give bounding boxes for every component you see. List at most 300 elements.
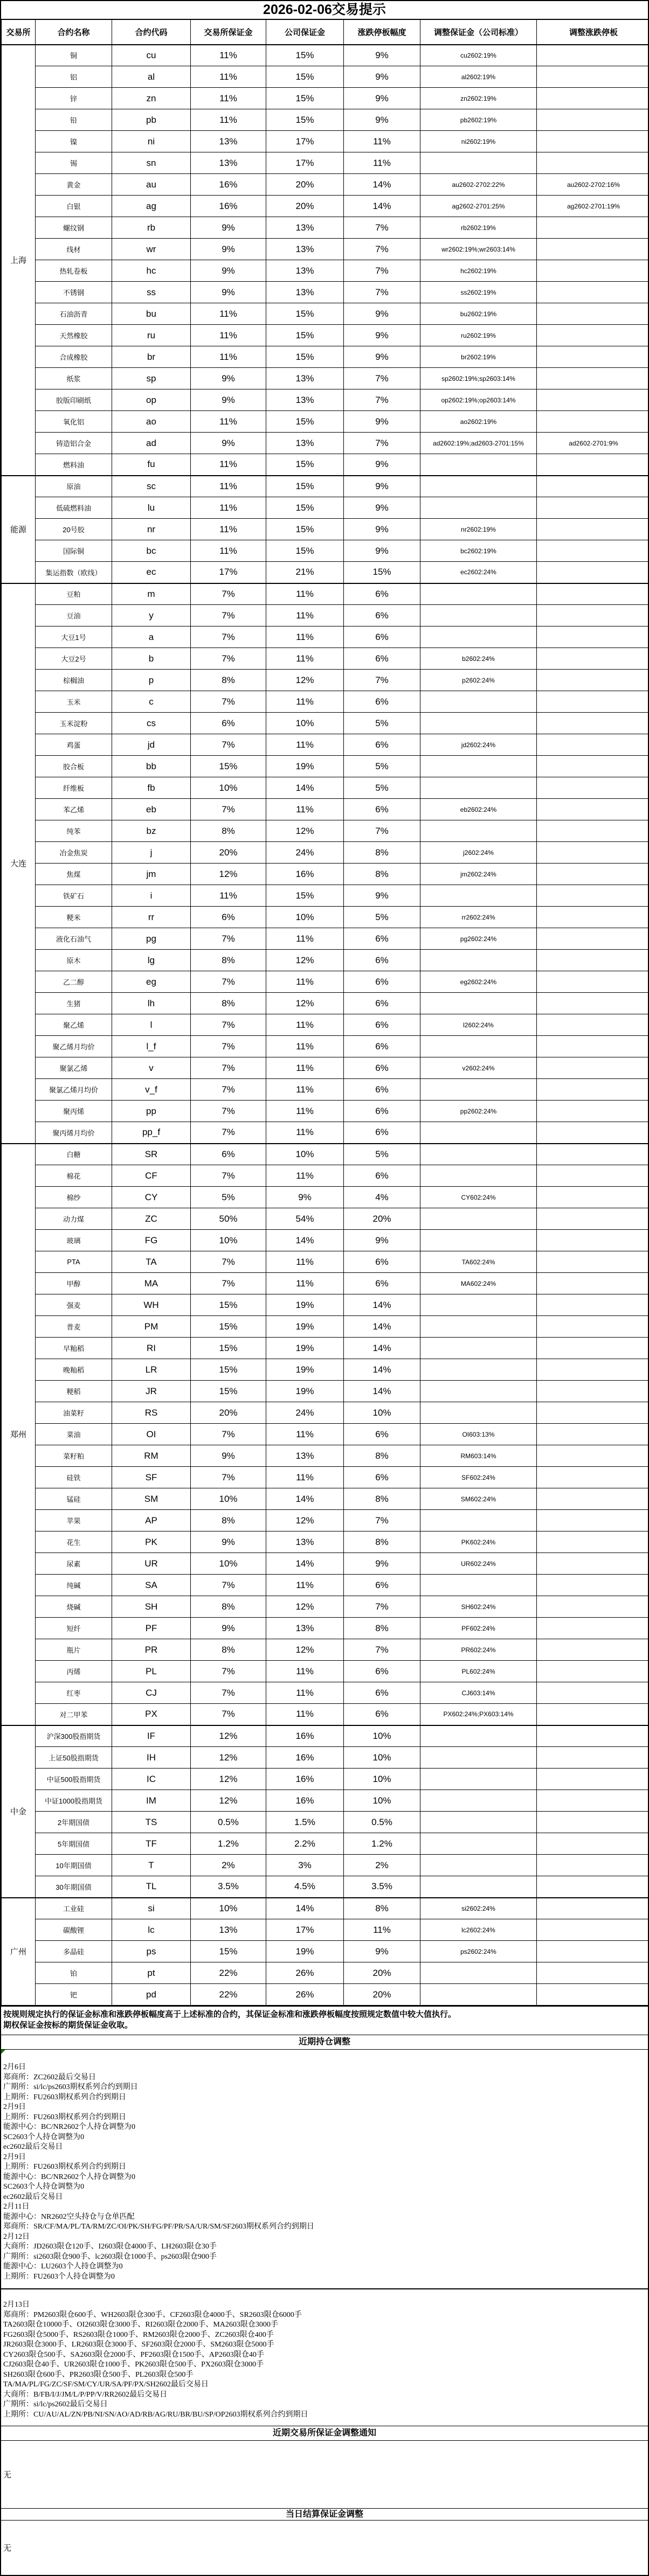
contract-row [2, 1251, 649, 1273]
contract-row [2, 1919, 649, 1941]
exchange-margin-cell: 8% [191, 950, 266, 971]
adjusted-margin-cell: PF602:24% [420, 1618, 537, 1639]
exchange-margin-cell: 11% [191, 497, 266, 519]
exchange-margin-cell: 8% [191, 820, 266, 842]
contract-name-cell: 苯乙烯 [36, 799, 112, 820]
company-margin-cell: 15% [266, 454, 344, 476]
contract-code-cell: bu [112, 303, 191, 325]
contract-name-cell: 短纤 [36, 1618, 112, 1639]
contract-code-cell: PK [112, 1531, 191, 1553]
exchange-margin-cell: 11% [191, 540, 266, 562]
contract-row [2, 777, 649, 799]
adjusted-margin-cell: ss2602:19% [420, 282, 537, 303]
price-limit-cell: 6% [344, 1251, 420, 1273]
company-margin-cell: 15% [266, 66, 344, 88]
price-limit-cell: 7% [344, 217, 420, 239]
contract-row [2, 45, 649, 66]
contract-code-cell: ZC [112, 1208, 191, 1230]
adjusted-margin-cell [420, 1984, 537, 2006]
price-limit-cell: 8% [344, 1898, 420, 1919]
contract-name-cell: 鸡蛋 [36, 734, 112, 756]
company-margin-cell: 19% [266, 1316, 344, 1338]
contract-name-cell: 乙二醇 [36, 971, 112, 993]
margin-rules-note-line-2: 期权保证金按标的期货保证金收取。 [3, 2020, 646, 2031]
price-limit-cell: 4% [344, 1187, 420, 1208]
adjusted-margin-cell [420, 1079, 537, 1101]
company-margin-cell: 24% [266, 842, 344, 864]
notice-line: TA/MA/PL/FG/ZC/SF/SM/CY/UR/SA/PF/PX/SH2602最后交易日 [3, 2380, 646, 2390]
contract-code-cell: bc [112, 540, 191, 562]
adjusted-price-limit-cell [537, 1812, 649, 1833]
adjusted-price-limit-cell [537, 1639, 649, 1661]
company-margin-cell: 11% [266, 583, 344, 605]
price-limit-cell: 5% [344, 1144, 420, 1165]
contract-name-cell: 合成橡胶 [36, 346, 112, 368]
company-margin-cell: 14% [266, 1553, 344, 1575]
contract-row [2, 260, 649, 282]
adjusted-margin-cell [420, 1769, 537, 1790]
adjusted-margin-cell [420, 950, 537, 971]
col-header-exchange-margin: 交易所保证金 [191, 20, 266, 45]
contract-code-cell: fu [112, 454, 191, 476]
exchange-margin-cell: 11% [191, 346, 266, 368]
contract-code-cell: T [112, 1855, 191, 1876]
contract-row [2, 799, 649, 820]
contract-code-cell: OI [112, 1424, 191, 1445]
price-limit-cell: 6% [344, 971, 420, 993]
contract-row [2, 1553, 649, 1575]
margin-rules-note [1, 2006, 648, 2035]
adjusted-margin-cell [420, 885, 537, 907]
exchange-margin-cell: 7% [191, 1014, 266, 1036]
price-limit-cell: 9% [344, 1230, 420, 1251]
price-limit-cell: 7% [344, 1510, 420, 1531]
price-limit-cell: 6% [344, 993, 420, 1014]
contract-name-cell: 沪深300股指期货 [36, 1725, 112, 1747]
adjusted-margin-cell [420, 1036, 537, 1057]
price-limit-cell: 7% [344, 433, 420, 454]
contract-code-cell: PF [112, 1618, 191, 1639]
company-margin-cell: 13% [266, 239, 344, 260]
contract-row [2, 1812, 649, 1833]
price-limit-cell: 9% [344, 303, 420, 325]
exchange-margin-cell: 20% [191, 842, 266, 864]
contract-row [2, 1661, 649, 1682]
company-margin-cell: 19% [266, 1338, 344, 1359]
price-limit-cell: 6% [344, 1467, 420, 1488]
settlement-margin-adjustment-content [1, 2521, 648, 2575]
exchange-margin-cell: 12% [191, 1769, 266, 1790]
contract-row [2, 540, 649, 562]
exchange-margin-cell: 11% [191, 66, 266, 88]
price-limit-cell: 10% [344, 1725, 420, 1747]
contract-code-cell: pd [112, 1984, 191, 2006]
contract-name-cell: 生猪 [36, 993, 112, 1014]
price-limit-cell: 14% [344, 1381, 420, 1402]
exchange-margin-cell: 3.5% [191, 1876, 266, 1898]
adjusted-margin-cell [420, 1359, 537, 1381]
adjusted-price-limit-cell [537, 1790, 649, 1812]
notice-line: 能源中心：LU2603个人持仓调整为0 [3, 2262, 646, 2272]
contract-name-cell: 早籼稻 [36, 1338, 112, 1359]
contract-name-cell: 红枣 [36, 1682, 112, 1704]
company-margin-cell: 11% [266, 1682, 344, 1704]
exchange-margin-cell: 7% [191, 1101, 266, 1122]
contract-row [2, 842, 649, 864]
price-limit-cell: 6% [344, 626, 420, 648]
adjusted-margin-cell [420, 1316, 537, 1338]
contract-code-cell: nr [112, 519, 191, 540]
exchange-margin-cell: 11% [191, 45, 266, 66]
adjusted-price-limit-cell [537, 562, 649, 583]
contract-row [2, 152, 649, 174]
exchange-margin-cell: 15% [191, 1381, 266, 1402]
contract-row [2, 1467, 649, 1488]
adjusted-margin-cell [420, 1402, 537, 1424]
contract-code-cell: a [112, 626, 191, 648]
exchange-margin-cell: 9% [191, 239, 266, 260]
adjusted-price-limit-cell [537, 1855, 649, 1876]
exchange-margin-cell: 17% [191, 562, 266, 583]
contract-row [2, 217, 649, 239]
adjusted-price-limit-cell [537, 411, 649, 433]
contract-row [2, 66, 649, 88]
adjusted-margin-cell: ad2602:19%;ad2603-2701:15% [420, 433, 537, 454]
price-limit-cell: 10% [344, 1790, 420, 1812]
contract-name-cell: 胶合板 [36, 756, 112, 777]
price-limit-cell: 20% [344, 1984, 420, 2006]
price-limit-cell: 7% [344, 1639, 420, 1661]
adjusted-price-limit-cell [537, 1876, 649, 1898]
contract-code-cell: PR [112, 1639, 191, 1661]
company-margin-cell: 13% [266, 282, 344, 303]
company-margin-cell: 15% [266, 540, 344, 562]
adjusted-margin-cell: OI603:13% [420, 1424, 537, 1445]
contract-row [2, 1144, 649, 1165]
contract-row [2, 1790, 649, 1812]
company-margin-cell: 1.5% [266, 1812, 344, 1833]
contract-row [2, 411, 649, 433]
col-header-price-limit: 涨跌停板幅度 [344, 20, 420, 45]
adjusted-price-limit-cell: ad2602-2701:9% [537, 433, 649, 454]
adjusted-price-limit-cell [537, 519, 649, 540]
adjusted-margin-cell [420, 1876, 537, 1898]
price-limit-cell: 11% [344, 1919, 420, 1941]
adjusted-margin-cell: nr2602:19% [420, 519, 537, 540]
adjusted-price-limit-cell [537, 864, 649, 885]
contract-name-cell: 工业硅 [36, 1898, 112, 1919]
adjusted-price-limit-cell [537, 1833, 649, 1855]
adjusted-margin-cell [420, 820, 537, 842]
adjusted-price-limit-cell [537, 1510, 649, 1531]
exchange-margin-cell: 6% [191, 907, 266, 928]
company-margin-cell: 16% [266, 1725, 344, 1747]
contract-name-cell: 多晶硅 [36, 1941, 112, 1962]
company-margin-cell: 4.5% [266, 1876, 344, 1898]
company-margin-cell: 16% [266, 1790, 344, 1812]
company-margin-cell: 10% [266, 907, 344, 928]
contract-name-cell: 动力煤 [36, 1208, 112, 1230]
price-limit-cell: 7% [344, 820, 420, 842]
exchange-margin-cell: 2% [191, 1855, 266, 1876]
exchange-margin-cell: 7% [191, 626, 266, 648]
adjusted-price-limit-cell [537, 820, 649, 842]
adjusted-price-limit-cell [537, 1531, 649, 1553]
price-limit-cell: 2% [344, 1855, 420, 1876]
company-margin-cell: 15% [266, 325, 344, 346]
exchange-margin-cell: 15% [191, 1316, 266, 1338]
adjusted-price-limit-cell [537, 1618, 649, 1639]
exchange-margin-cell: 5% [191, 1187, 266, 1208]
company-margin-cell: 15% [266, 885, 344, 907]
contract-row [2, 1187, 649, 1208]
exchange-margin-cell: 12% [191, 1790, 266, 1812]
exchange-margin-cell: 16% [191, 174, 266, 196]
adjusted-price-limit-cell [537, 1208, 649, 1230]
company-margin-cell: 14% [266, 1898, 344, 1919]
price-limit-cell: 6% [344, 799, 420, 820]
contract-code-cell: si [112, 1898, 191, 1919]
company-margin-cell: 11% [266, 971, 344, 993]
price-limit-cell: 8% [344, 842, 420, 864]
adjusted-margin-cell: rr2602:24% [420, 907, 537, 928]
exchange-margin-cell: 9% [191, 368, 266, 389]
contract-row [2, 1101, 649, 1122]
contract-code-cell: v_f [112, 1079, 191, 1101]
adjusted-margin-cell: ag2602-2701:25% [420, 196, 537, 217]
notice-line: ec2602最后交易日 [3, 2142, 646, 2153]
contract-name-cell: 玉米淀粉 [36, 713, 112, 734]
company-margin-cell: 10% [266, 713, 344, 734]
adjusted-margin-cell [420, 605, 537, 626]
contract-code-cell: i [112, 885, 191, 907]
adjusted-price-limit-cell [537, 885, 649, 907]
company-margin-cell: 13% [266, 389, 344, 411]
adjusted-margin-cell [420, 756, 537, 777]
contract-code-cell: SA [112, 1575, 191, 1596]
contract-name-cell: 油菜籽 [36, 1402, 112, 1424]
notice-line: 大商所：B/FB/I/J/JM/L/P/PP/V/RR2602最后交易日 [3, 2390, 646, 2400]
contract-code-cell: v [112, 1057, 191, 1079]
contract-code-cell: pg [112, 928, 191, 950]
contract-code-cell: lg [112, 950, 191, 971]
contract-row [2, 109, 649, 131]
price-limit-cell: 11% [344, 131, 420, 152]
contract-name-cell: 液化石油气 [36, 928, 112, 950]
notice-line: SH2603限仓600手、PR2603限仓500手、PL2603限仓500手 [3, 2370, 646, 2380]
adjusted-margin-cell: p2602:24% [420, 670, 537, 691]
company-margin-cell: 26% [266, 1962, 344, 1984]
contract-row [2, 389, 649, 411]
adjusted-price-limit-cell [537, 1144, 649, 1165]
contract-code-cell: WH [112, 1294, 191, 1316]
price-limit-cell: 8% [344, 1531, 420, 1553]
contract-code-cell: j [112, 842, 191, 864]
contract-row [2, 1424, 649, 1445]
contract-name-cell: 热轧卷板 [36, 260, 112, 282]
contract-row [2, 454, 649, 476]
adjusted-price-limit-cell [537, 1424, 649, 1445]
adjusted-price-limit-cell [537, 540, 649, 562]
adjusted-margin-cell: au2602-2702:22% [420, 174, 537, 196]
adjusted-margin-cell: hc2602:19% [420, 260, 537, 282]
adjusted-margin-cell: pg2602:24% [420, 928, 537, 950]
adjusted-price-limit-cell [537, 1984, 649, 2006]
company-margin-cell: 11% [266, 1704, 344, 1725]
adjusted-margin-cell: MA602:24% [420, 1273, 537, 1294]
contract-row [2, 239, 649, 260]
contract-name-cell: 锡 [36, 152, 112, 174]
contract-code-cell: l_f [112, 1036, 191, 1057]
page-title: 2026-02-06交易提示 [1, 1, 648, 19]
notice-line: 广期所：si2603限仓900手、lc2603限仓1000手、ps2603限仓900手 [3, 2252, 646, 2262]
contract-name-cell: 菜油 [36, 1424, 112, 1445]
adjusted-margin-cell: bc2602:19% [420, 540, 537, 562]
contract-row [2, 928, 649, 950]
price-limit-cell: 6% [344, 1079, 420, 1101]
contract-name-cell: 豆油 [36, 605, 112, 626]
adjusted-margin-cell: j2602:24% [420, 842, 537, 864]
price-limit-cell: 7% [344, 368, 420, 389]
contract-code-cell: SF [112, 1467, 191, 1488]
adjusted-margin-cell [420, 1725, 537, 1747]
notice-line: 上期所：FU2603期权系列合约到期日 [3, 2162, 646, 2173]
adjusted-price-limit-cell [537, 325, 649, 346]
contract-name-cell: 苹果 [36, 1510, 112, 1531]
contract-name-cell: 锌 [36, 88, 112, 109]
price-limit-cell: 6% [344, 1101, 420, 1122]
price-limit-cell: 10% [344, 1769, 420, 1790]
contract-code-cell: IH [112, 1747, 191, 1769]
company-margin-cell: 15% [266, 109, 344, 131]
contract-name-cell: 原油 [36, 476, 112, 497]
contract-row [2, 605, 649, 626]
price-limit-cell: 9% [344, 519, 420, 540]
adjusted-price-limit-cell [537, 239, 649, 260]
adjusted-margin-cell: cu2602:19% [420, 45, 537, 66]
contract-name-cell: 原木 [36, 950, 112, 971]
contract-row [2, 1618, 649, 1639]
contract-row [2, 1596, 649, 1618]
contract-row [2, 303, 649, 325]
adjusted-price-limit-cell [537, 1079, 649, 1101]
contract-row [2, 583, 649, 605]
contract-name-cell: 硅铁 [36, 1467, 112, 1488]
exchange-margin-cell: 9% [191, 389, 266, 411]
contract-code-cell: op [112, 389, 191, 411]
contract-name-cell: 国际铜 [36, 540, 112, 562]
exchange-margin-cell: 20% [191, 1402, 266, 1424]
price-limit-cell: 6% [344, 734, 420, 756]
company-margin-cell: 11% [266, 1273, 344, 1294]
contract-row [2, 734, 649, 756]
exchange-margin-cell: 13% [191, 1919, 266, 1941]
price-limit-cell: 6% [344, 1014, 420, 1036]
contract-name-cell: 铝 [36, 66, 112, 88]
exchange-group-label: 中金 [2, 1725, 36, 1898]
company-margin-cell: 12% [266, 950, 344, 971]
price-limit-cell: 6% [344, 1273, 420, 1294]
adjusted-price-limit-cell [537, 346, 649, 368]
price-limit-cell: 9% [344, 45, 420, 66]
adjusted-margin-cell [420, 583, 537, 605]
adjusted-price-limit-cell [537, 583, 649, 605]
contract-name-cell: 5年期国债 [36, 1833, 112, 1855]
contract-code-cell: eg [112, 971, 191, 993]
company-margin-cell: 13% [266, 1445, 344, 1467]
notice-line: 大商所：JD2603限仓120手、I2603限仓4000手、LH2603限仓30手 [3, 2242, 646, 2252]
contract-code-cell: br [112, 346, 191, 368]
price-limit-cell: 14% [344, 196, 420, 217]
contract-code-cell: pb [112, 109, 191, 131]
contract-name-cell: 豆粕 [36, 583, 112, 605]
adjusted-margin-cell [420, 1510, 537, 1531]
price-limit-cell: 6% [344, 605, 420, 626]
company-margin-cell: 12% [266, 1596, 344, 1618]
notice-line: 郑商所：PM2603限仓600手、WH2603限仓300手、CF2603限仓4000手、SR2603限仓6000手 [3, 2310, 646, 2321]
adjusted-price-limit-cell [537, 131, 649, 152]
exchange-margin-cell: 7% [191, 1122, 266, 1144]
contract-row [2, 1402, 649, 1424]
contract-code-cell: ao [112, 411, 191, 433]
contract-name-cell: 粳米 [36, 907, 112, 928]
adjusted-price-limit-cell [537, 1338, 649, 1359]
contract-code-cell: MA [112, 1273, 191, 1294]
adjusted-margin-cell: l2602:24% [420, 1014, 537, 1036]
notice-line: 2月13日 [3, 2300, 646, 2310]
contract-name-cell: 镍 [36, 131, 112, 152]
contract-row [2, 1230, 649, 1251]
contract-name-cell: 玻璃 [36, 1230, 112, 1251]
contract-name-cell: 线材 [36, 239, 112, 260]
price-limit-cell: 6% [344, 1704, 420, 1725]
adjusted-margin-cell [420, 1575, 537, 1596]
company-margin-cell: 20% [266, 174, 344, 196]
exchange-margin-cell: 8% [191, 670, 266, 691]
price-limit-cell: 6% [344, 1682, 420, 1704]
notice-line: 2月11日 [3, 2202, 646, 2212]
adjusted-margin-cell: pp2602:24% [420, 1101, 537, 1122]
contract-row [2, 562, 649, 583]
company-margin-cell: 11% [266, 734, 344, 756]
notice-line: 能源中心：NR2602空头持仓与仓单匹配 [3, 2212, 646, 2223]
contract-row [2, 864, 649, 885]
adjusted-price-limit-cell [537, 88, 649, 109]
exchange-margin-cell: 12% [191, 1747, 266, 1769]
contract-code-cell: fb [112, 777, 191, 799]
exchange-margin-cell: 9% [191, 1618, 266, 1639]
contract-code-cell: FG [112, 1230, 191, 1251]
company-margin-cell: 13% [266, 368, 344, 389]
contract-row [2, 1747, 649, 1769]
price-limit-cell: 7% [344, 389, 420, 411]
adjusted-price-limit-cell [537, 454, 649, 476]
notice-line: FG2603限仓5000手、RS2603限仓1000手、RM2603限仓2000手、ZC2603限仓400手 [3, 2330, 646, 2341]
adjusted-price-limit-cell [537, 389, 649, 411]
contract-row [2, 1769, 649, 1790]
contract-row [2, 648, 649, 670]
adjusted-price-limit-cell [537, 1941, 649, 1962]
price-limit-cell: 9% [344, 109, 420, 131]
contract-code-cell: sc [112, 476, 191, 497]
exchange-margin-cell: 9% [191, 217, 266, 239]
adjusted-margin-cell: ao2602:19% [420, 411, 537, 433]
exchange-margin-cell: 11% [191, 411, 266, 433]
contract-code-cell: sp [112, 368, 191, 389]
adjusted-price-limit-cell [537, 928, 649, 950]
exchange-margin-cell: 11% [191, 519, 266, 540]
adjusted-price-limit-cell [537, 282, 649, 303]
